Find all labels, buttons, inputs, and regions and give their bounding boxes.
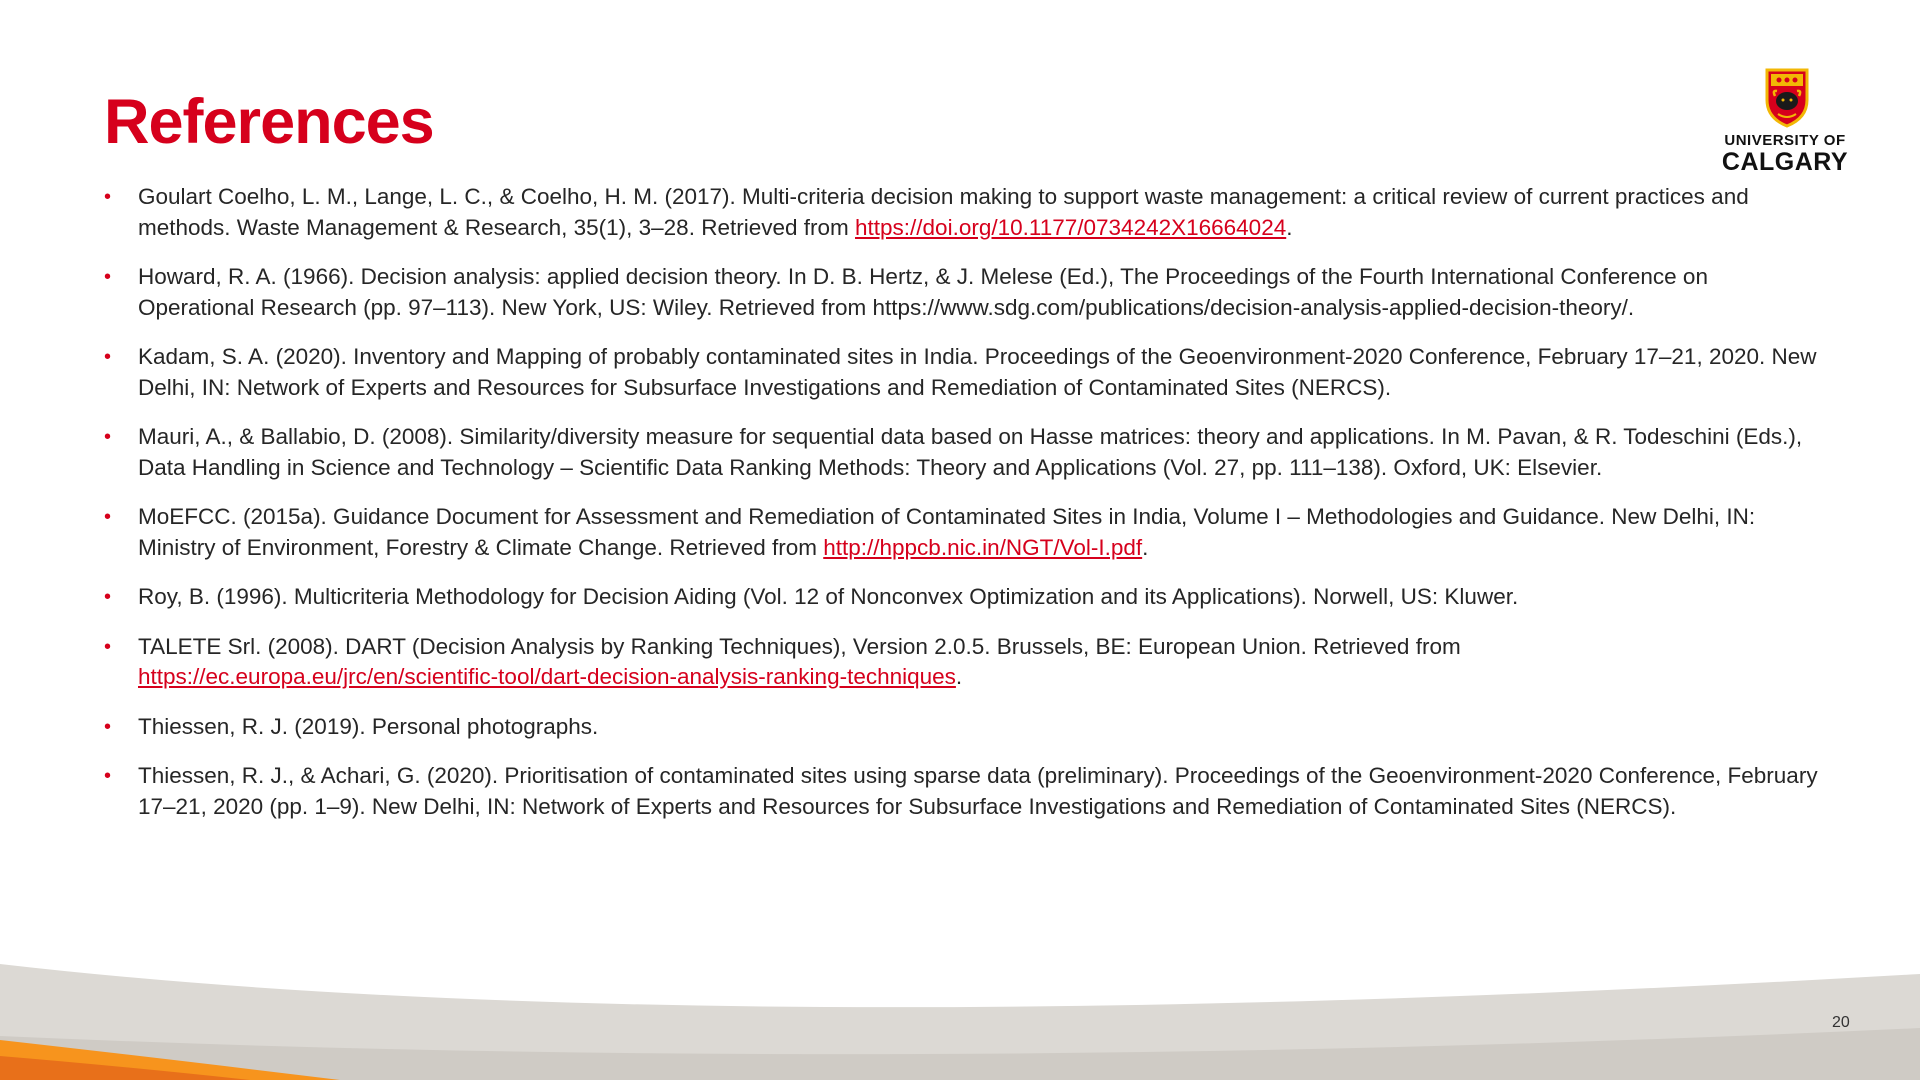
- reference-trailing: .: [1286, 214, 1293, 240]
- reference-item: [102, 712, 1822, 743]
- bullet-icon: •: [104, 765, 112, 787]
- reference-link[interactable]: https://ec.europa.eu/jrc/en/scientific-tool/dart-decision-analysis-ranking-techniques: [138, 664, 956, 689]
- bullet-icon: •: [104, 346, 112, 368]
- reference-text: Thiessen, R. J., & Achari, G. (2020). Prioritisation of contaminated sites using sparse data (preliminary). Proceedings of the Geoenvironment-2020 Conference, February 17–21, 2020 (pp. 1–9). New Delhi, IN: Network of Experts and Resources for Subsurface Investigations and Remediation of Contaminated Sites (NERCS).: [138, 763, 1818, 819]
- page-number: 20: [1832, 1014, 1850, 1031]
- reference-item: [102, 761, 1822, 822]
- bullet-icon: •: [104, 506, 112, 528]
- logo-text-line1: UNIVERSITY OF: [1724, 132, 1846, 149]
- bullet-icon: •: [104, 426, 112, 448]
- bullet-icon: •: [104, 586, 112, 608]
- logo-text-line2: CALGARY: [1721, 148, 1849, 176]
- reference-item: [102, 262, 1822, 323]
- reference-text: Thiessen, R. J. (2019). Personal photographs.: [138, 713, 599, 739]
- reference-item: [102, 632, 1822, 693]
- footer-swoosh: [0, 940, 1920, 1080]
- reference-trailing: .: [955, 664, 963, 689]
- university-logo: [1710, 66, 1860, 176]
- reference-link[interactable]: http://hppcb.nic.in/NGT/Vol-I.pdf: [823, 534, 1143, 560]
- reference-text: Kadam, S. A. (2020). Inventory and Mapping of probably contaminated sites in India. Proceedings of the Geoenvironment-2020 Conference, February 17–21, 2020. New Delhi, IN: Network of Experts and Resources for Subsurface Investigations and Remediation of Contaminated Sites (NERCS).: [138, 344, 1817, 400]
- reference-text: Goulart Coelho, L. M., Lange, L. C., & Coelho, H. M. (2017). Multi-criteria decision making to support waste management: a critical review of current practices and methods. Waste Management & Research, 35(1), 3–28. Retrieved from: [138, 184, 1749, 240]
- slide-title: References: [104, 87, 434, 157]
- university-crest-icon: [1764, 66, 1810, 128]
- reference-item: [102, 502, 1822, 563]
- reference-text: Howard, R. A. (1966). Decision analysis: applied decision theory. In D. B. Hertz, & J. Melese (Ed.), The Proceedings of the Fourth International Conference on Operational Research (pp. 97–113). New York, US: Wiley. Retrieved from https://www.sdg.com/publications/decision-analysis-applied-decision-theory/.: [138, 264, 1708, 320]
- bullet-icon: •: [104, 715, 112, 738]
- reference-link[interactable]: https://doi.org/10.1177/0734242X16664024: [855, 214, 1287, 240]
- bullet-icon: •: [104, 635, 112, 658]
- reference-text: TALETE Srl. (2008). DART (Decision Analysis by Ranking Techniques), Version 2.0.5. Brussels, BE: European Union. Retrieved from: [138, 633, 1461, 659]
- reference-item: [102, 182, 1822, 243]
- reference-text: Roy, B. (1996). Multicriteria Methodology for Decision Aiding (Vol. 12 of Nonconvex Optimization and its Applications). Norwell, US: Kluwer.: [138, 584, 1519, 609]
- bullet-icon: •: [104, 266, 112, 288]
- reference-item: [102, 422, 1822, 483]
- reference-text: Mauri, A., & Ballabio, D. (2008). Similarity/diversity measure for sequential data based on Hasse matrices: theory and applications. In M. Pavan, & R. Todeschini (Eds.), Data Handling in Science and Technology – Scientific Data Ranking Methods: Theory and Applications (Vol. 27, pp. 111–138). Oxford, UK: Elsevier.: [138, 424, 1803, 480]
- reference-text: MoEFCC. (2015a). Guidance Document for Assessment and Remediation of Contaminated Sites in India, Volume I – Methodologies and Guidance. New Delhi, IN: Ministry of Environment, Forestry & Climate Change. Retrieved from: [138, 504, 1756, 560]
- reference-trailing: .: [1142, 534, 1149, 560]
- reference-item: [102, 582, 1822, 613]
- reference-item: [102, 342, 1822, 403]
- reference-list: [102, 182, 1822, 841]
- bullet-icon: •: [104, 186, 112, 208]
